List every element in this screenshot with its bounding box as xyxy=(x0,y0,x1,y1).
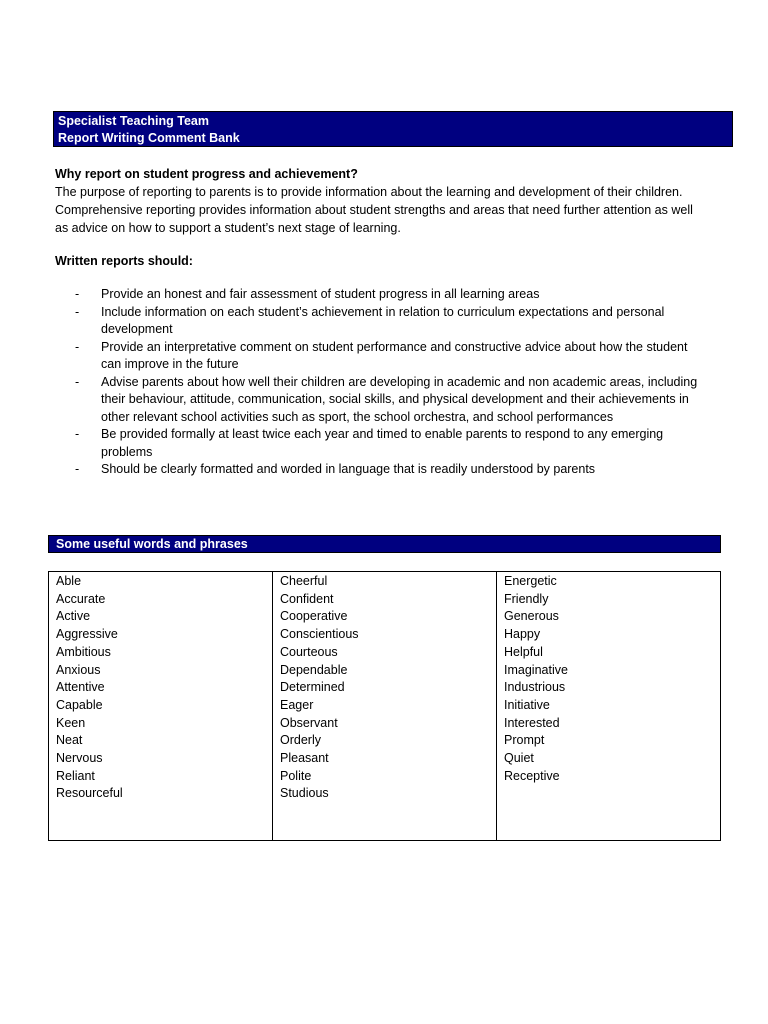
word-item: Industrious xyxy=(504,680,566,695)
bullet-dash: - xyxy=(75,427,80,441)
word-item: Neat xyxy=(56,733,83,748)
document-header-bar xyxy=(53,111,733,147)
word-item: Reliant xyxy=(56,768,95,783)
bullet-dash: - xyxy=(75,304,80,319)
word-item: Pleasant xyxy=(280,751,329,766)
word-item: Conscientious xyxy=(280,627,359,642)
word-item: Initiative xyxy=(504,697,550,712)
bullet-item xyxy=(55,286,735,304)
word-item: Nervous xyxy=(56,751,103,766)
word-item: Anxious xyxy=(56,662,101,677)
bullet-text: problems xyxy=(101,444,153,459)
word-item: Confident xyxy=(280,591,334,606)
useful-words-heading: Some useful words and phrases xyxy=(48,535,721,553)
written-reports-heading: Written reports should: xyxy=(55,254,193,268)
word-item: Active xyxy=(56,609,91,624)
word-item: Eager xyxy=(280,697,314,712)
bullet-text: Include information on each student’s achievement in relation to curriculum expectations and personal xyxy=(101,304,665,319)
word-item: Ambitious xyxy=(56,644,111,659)
word-item: Capable xyxy=(56,697,103,712)
word-item: Courteous xyxy=(280,644,338,659)
word-item: Friendly xyxy=(504,591,549,606)
words-column xyxy=(49,572,273,840)
bullet-text: Advise parents about how well their children are developing in academic and non academic areas, including xyxy=(101,374,698,389)
bullet-item xyxy=(55,304,735,339)
word-item: Cooperative xyxy=(280,609,348,624)
bullet-dash: - xyxy=(75,374,80,389)
bullet-dash: - xyxy=(75,287,80,301)
intro-line: The purpose of reporting to parents is to provide information about the learning and development of their children. xyxy=(55,185,683,199)
word-item: Studious xyxy=(280,786,329,801)
word-item: Receptive xyxy=(504,768,560,783)
bullet-text: Provide an interpretative comment on student performance and constructive advice about how the student xyxy=(101,339,688,354)
bullet-item xyxy=(55,461,735,479)
bullet-text: Be provided formally at least twice each year and timed to enable parents to respond to any emerging xyxy=(101,427,664,441)
intro-line: as advice on how to support a student’s next stage of learning. xyxy=(55,221,401,235)
word-item: Polite xyxy=(280,768,312,783)
bullet-item xyxy=(55,426,735,461)
bullet-text: Should be clearly formatted and worded in language that is readily understood by parents xyxy=(101,462,596,476)
written-reports-list xyxy=(55,286,735,479)
bullet-text: development xyxy=(101,322,173,336)
words-column xyxy=(497,572,720,840)
word-item: Resourceful xyxy=(56,786,123,801)
bullet-dash: - xyxy=(75,339,80,354)
word-item: Energetic xyxy=(504,574,557,588)
word-item: Dependable xyxy=(280,662,348,677)
word-item: Helpful xyxy=(504,644,543,659)
word-item: Attentive xyxy=(56,680,105,695)
bullet-text: their behaviour, attitude, communication, social skills, and physical development and their achievements in xyxy=(101,392,689,406)
word-item: Keen xyxy=(56,715,86,730)
word-item: Happy xyxy=(504,627,541,642)
intro-line: Comprehensive reporting provides information about student strengths and areas that need further attention as well xyxy=(55,203,693,217)
word-item: Generous xyxy=(504,609,559,624)
words-column xyxy=(273,572,497,840)
word-item: Orderly xyxy=(280,733,321,748)
intro-question: Why report on student progress and achievement? xyxy=(55,167,358,181)
word-item: Imaginative xyxy=(504,662,568,677)
bullet-text: Provide an honest and fair assessment of student progress in all learning areas xyxy=(101,287,540,301)
word-item: Aggressive xyxy=(56,627,118,642)
word-item: Prompt xyxy=(504,733,545,748)
word-item: Able xyxy=(56,574,82,588)
bullet-text: can improve in the future xyxy=(101,357,239,371)
word-item: Cheerful xyxy=(280,574,328,588)
bullet-item xyxy=(55,339,735,374)
word-item: Accurate xyxy=(56,591,106,606)
word-item: Determined xyxy=(280,680,345,695)
bullet-dash: - xyxy=(75,462,80,476)
word-item: Interested xyxy=(504,715,560,730)
word-item: Observant xyxy=(280,715,338,730)
bullet-text: other relevant school activities such as sport, the school orchestra, and school performances xyxy=(101,409,614,424)
document-title: Report Writing Comment Bank xyxy=(58,130,240,145)
bullet-item xyxy=(55,374,735,427)
word-item: Quiet xyxy=(504,751,534,766)
useful-words-table xyxy=(48,571,721,841)
intro-paragraph xyxy=(55,183,735,237)
team-title: Specialist Teaching Team xyxy=(58,114,209,128)
